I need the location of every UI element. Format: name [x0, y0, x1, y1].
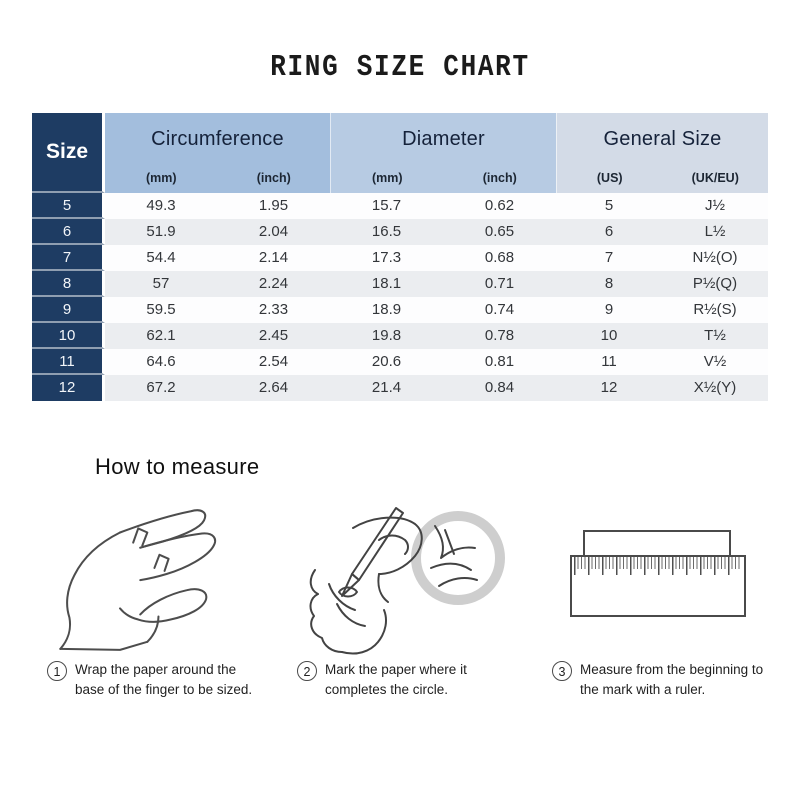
- cell-ukeu: N½(O): [692, 249, 738, 266]
- table-row-size-9: [32, 297, 768, 323]
- subcolumn-diameter-inch: (inch): [482, 171, 517, 185]
- step-1-number-badge: 1: [47, 661, 67, 681]
- measure-steps: [35, 486, 780, 701]
- cell-ukeu: J½: [704, 197, 725, 214]
- ruler-ticks: [574, 557, 742, 577]
- cell-circ-inch: 2.14: [258, 249, 289, 266]
- step-3-text: Measure from the beginning to the mark with a ruler.: [580, 662, 764, 698]
- cell-circ-mm: 67.2: [146, 379, 176, 396]
- cell-size: 10: [32, 323, 105, 349]
- cell-circ-mm: 54.4: [146, 249, 176, 266]
- step-2-text: Mark the paper where it completes the circle.: [325, 662, 467, 698]
- cell-dia-mm: 19.8: [371, 327, 402, 344]
- column-group-diameter: [330, 113, 556, 193]
- circumference-subheader: [105, 165, 330, 193]
- cell-dia-inch: 0.68: [484, 249, 515, 266]
- cell-us: 12: [600, 379, 618, 396]
- cell-ukeu: X½(Y): [693, 379, 737, 396]
- cell-size: 11: [32, 349, 105, 375]
- general-size-label: General Size: [603, 127, 722, 150]
- cell-circ-mm: 57: [152, 275, 170, 292]
- table-row-size-5: [32, 193, 768, 219]
- measure-step-1: [35, 486, 285, 701]
- subcolumn-circumference-inch: (inch): [256, 171, 291, 185]
- cell-us: 10: [600, 327, 618, 344]
- table-row-size-8: [32, 271, 768, 297]
- table-row-size-7: [32, 245, 768, 271]
- step-2-caption: [285, 660, 540, 701]
- cell-size: 5: [32, 193, 105, 219]
- cell-circ-inch: 2.64: [258, 379, 289, 396]
- step-1-text: Wrap the paper around the base of the finger to be sized.: [75, 662, 253, 698]
- cell-circ-inch: 2.54: [258, 353, 289, 370]
- table-row-size-6: [32, 219, 768, 245]
- cell-circ-mm: 59.5: [146, 301, 176, 318]
- cell-circ-inch: 1.95: [258, 197, 289, 214]
- cell-dia-inch: 0.65: [484, 223, 515, 240]
- cell-circ-inch: 2.24: [258, 275, 289, 292]
- cell-dia-mm: 18.9: [371, 301, 402, 318]
- cell-dia-mm: 20.6: [371, 353, 402, 370]
- column-group-general-size: [556, 113, 768, 193]
- cell-circ-mm: 64.6: [146, 353, 176, 370]
- cell-circ-inch: 2.04: [258, 223, 289, 240]
- ring-size-table: [32, 113, 768, 401]
- cell-us: 7: [604, 249, 614, 266]
- table-body: [32, 193, 768, 401]
- subcolumn-ukeu: (UK/EU): [691, 171, 739, 185]
- how-to-measure-section: [0, 440, 800, 701]
- step-3-number-badge: 3: [552, 661, 572, 681]
- cell-dia-inch: 0.74: [484, 301, 515, 318]
- step-3-caption: [540, 660, 780, 701]
- cell-circ-inch: 2.45: [258, 327, 289, 344]
- how-to-measure-heading: How to measure: [95, 454, 260, 479]
- page-title: RING SIZE CHART: [270, 50, 530, 85]
- cell-ukeu: R½(S): [693, 301, 737, 318]
- step-1-caption: [35, 660, 285, 701]
- subcolumn-diameter-mm: (mm): [371, 171, 403, 185]
- column-group-circumference: [105, 113, 330, 193]
- cell-size: 8: [32, 271, 105, 297]
- cell-us: 5: [604, 197, 614, 214]
- cell-size: 7: [32, 245, 105, 271]
- cell-us: 9: [604, 301, 614, 318]
- cell-circ-mm: 51.9: [146, 223, 176, 240]
- cell-us: 8: [604, 275, 614, 292]
- cell-us: 6: [604, 223, 614, 240]
- cell-circ-mm: 62.1: [146, 327, 176, 344]
- cell-ukeu: V½: [703, 353, 727, 370]
- cell-dia-mm: 17.3: [371, 249, 402, 266]
- cell-size: 12: [32, 375, 105, 401]
- cell-dia-inch: 0.78: [484, 327, 515, 344]
- cell-size: 9: [32, 297, 105, 323]
- cell-dia-mm: 16.5: [371, 223, 402, 240]
- cell-ukeu: T½: [704, 327, 726, 344]
- cell-circ-mm: 49.3: [146, 197, 176, 214]
- table-header: [32, 113, 768, 193]
- ruler-icon: [555, 530, 765, 650]
- cell-dia-inch: 0.81: [484, 353, 515, 370]
- cell-size: 6: [32, 219, 105, 245]
- cell-dia-inch: 0.71: [484, 275, 515, 292]
- ruler-body: [570, 555, 746, 617]
- circumference-label: Circumference: [151, 127, 284, 150]
- cell-circ-inch: 2.33: [258, 301, 289, 318]
- table-row-size-11: [32, 349, 768, 375]
- table-row-size-12: [32, 375, 768, 401]
- cell-dia-mm: 15.7: [371, 197, 402, 214]
- column-header-size: Size: [32, 113, 105, 193]
- mark-paper-hand-icon: [285, 486, 540, 658]
- paper-strip: [583, 530, 731, 557]
- measure-step-3: [540, 486, 780, 701]
- diameter-label: Diameter: [402, 127, 485, 150]
- wrap-paper-hand-icon: [35, 486, 285, 658]
- subcolumn-circumference-mm: (mm): [145, 171, 177, 185]
- general-size-subheader: [557, 165, 768, 193]
- cell-dia-inch: 0.62: [484, 197, 515, 214]
- step-2-number-badge: 2: [297, 661, 317, 681]
- table-row-size-10: [32, 323, 768, 349]
- cell-dia-mm: 21.4: [371, 379, 402, 396]
- cell-dia-mm: 18.1: [371, 275, 402, 292]
- diameter-subheader: [331, 165, 556, 193]
- cell-ukeu: P½(Q): [692, 275, 738, 292]
- cell-dia-inch: 0.84: [484, 379, 515, 396]
- subcolumn-us: (US): [596, 171, 623, 185]
- cell-us: 11: [601, 353, 617, 370]
- measure-step-2: [285, 486, 540, 701]
- cell-ukeu: L½: [704, 223, 726, 240]
